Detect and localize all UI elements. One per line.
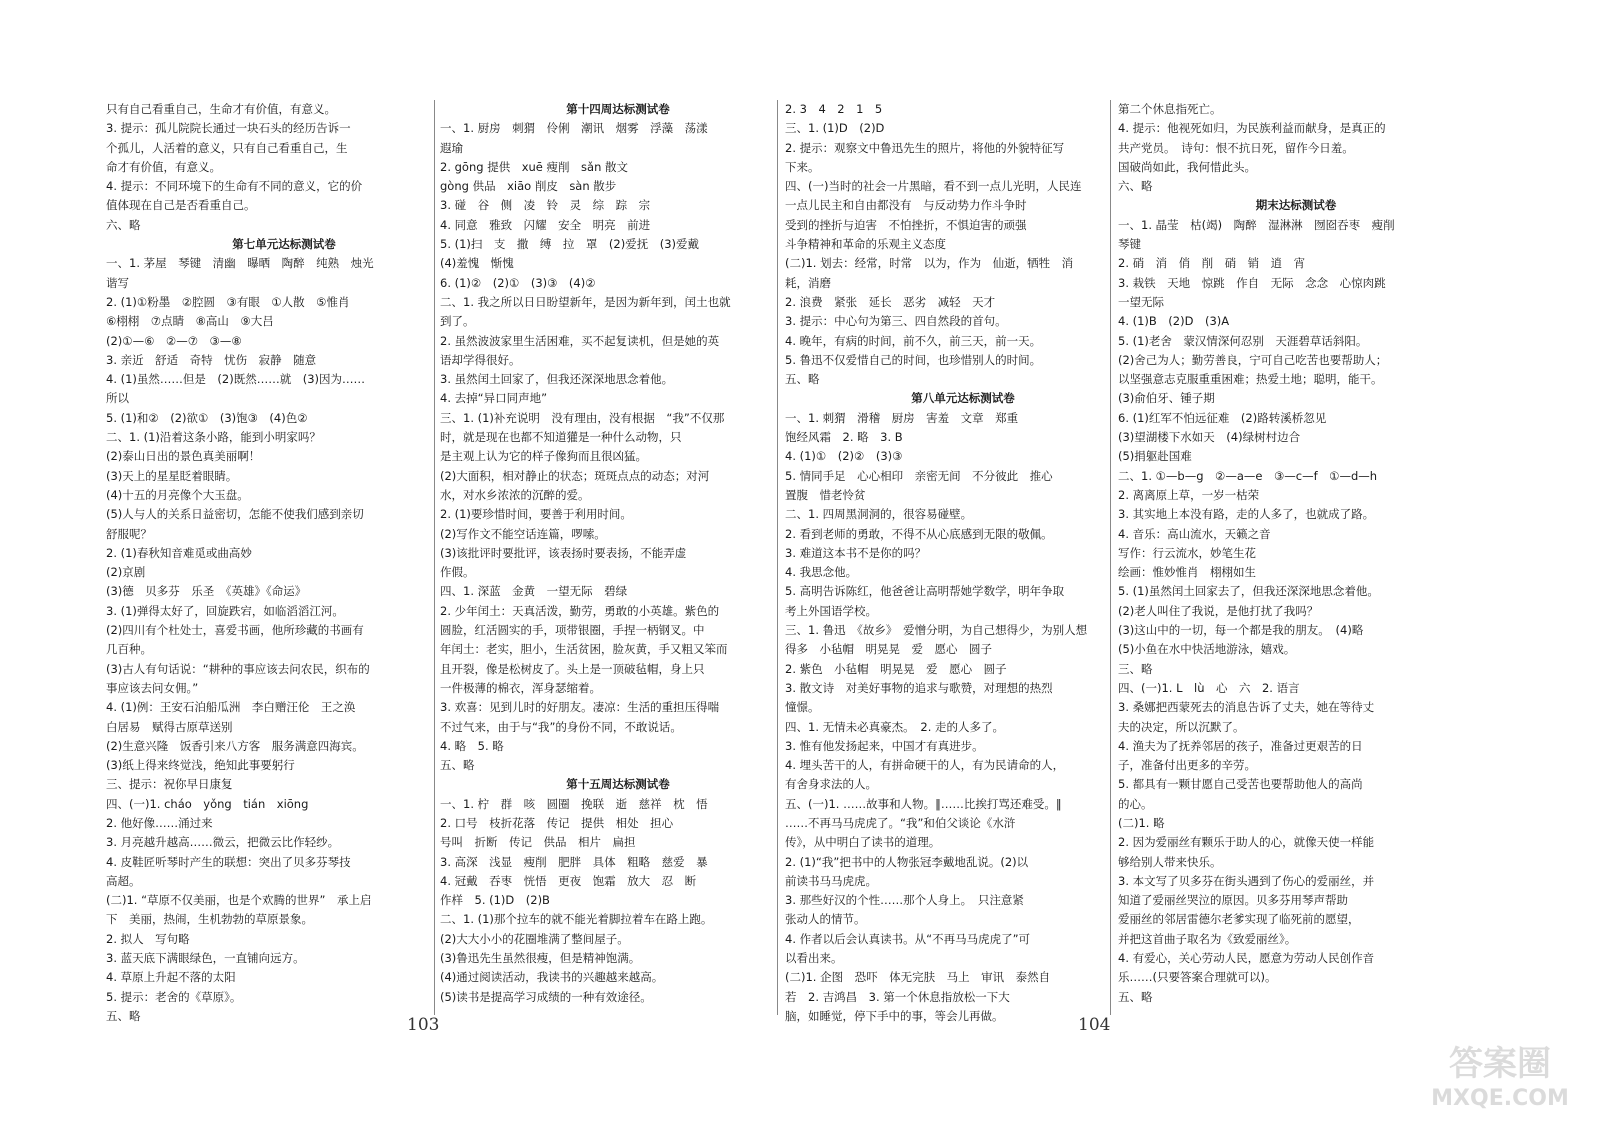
answer-line: 事应该去问女佣。” [106, 680, 199, 695]
answer-line: 4. 作者以后会认真读书。从“不再马马虎虎了”可 [785, 931, 1031, 946]
answer-line: 命才有价值，有意义。 [106, 159, 221, 174]
answer-line: 4. 提示：他视死如归，为民族利益而献身，是真正的 [1118, 121, 1386, 136]
answer-line: 2. gōng 提供 xuē 瘦削 sǎn 散文 [440, 159, 629, 174]
answer-line: 够给别人带来快乐。 [1118, 854, 1222, 869]
answer-line: 四、1. 深蓝 金黄 一望无际 碧绿 [440, 584, 628, 599]
answer-line: 2. (1)春秋知音难觅或曲高妙 [106, 545, 252, 560]
answer-line: 2. 离离原上草，一岁一枯荣 [1118, 487, 1260, 502]
answer-line: (4)羞愧 惭愧 [440, 256, 514, 271]
page-number-right: 104 [1078, 1015, 1111, 1035]
section-title: 第十四周达标测试卷 [566, 102, 670, 116]
answer-line: 六、略 [1118, 179, 1153, 194]
answer-line: 受到的挫折与迫害 不怕挫折，不惧迫害的顽强 [785, 217, 1027, 232]
answer-line: (2)大面积，相对静止的状态；斑斑点点的动态；对河 [440, 468, 710, 483]
answer-line: 4. 略 5. 略 [440, 738, 504, 753]
answer-line: 乐……(只要答案合理就可以)。 [1118, 970, 1277, 985]
answer-line: 号叫 折断 传记 供品 相片 扁担 [440, 835, 636, 850]
answer-line: 三、略 [1118, 661, 1153, 676]
answer-line: 3. 月亮越升越高……微云，把微云比作轻纱。 [106, 835, 340, 850]
answer-line: 4. 晚年，有病的时间，前不久，前三天，前一天。 [785, 333, 1042, 348]
answer-line: 五、略 [785, 372, 820, 387]
answer-line: 共产党员。 诗句：恨不抗日死，留作今日羞。 [1118, 140, 1354, 155]
answer-line: 5. (1)扫 支 撒 缚 拉 罩 (2)爱抚 (3)爱戴 [440, 237, 699, 252]
answer-line: (3)该批评时要批评，该表扬时要表扬，不能弄虚 [440, 545, 687, 560]
answer-line: 不过气来，由于与“我”的身份不同，不敢说话。 [440, 719, 682, 734]
watermark-logo [1420, 1035, 1580, 1113]
answer-line: 第二个休息指死亡。 [1118, 102, 1222, 116]
answer-line: (3)德 贝多芬 乐圣 《英雄》《命运》 [106, 584, 307, 599]
answer-line: 3. 本文写了贝多芬在街头遇到了伤心的爱丽丝，并 [1118, 873, 1375, 888]
answer-line: 5. (1)虽然闰土回家去了，但我还深深地思念着他。 [1118, 584, 1379, 599]
answer-line: 年闰土：老实，胆小，生活贫困，脸灰黄，手又粗又笨而 [440, 642, 728, 657]
answer-line: 3. 散文诗 对美好事物的追求与歌赞，对理想的热烈 [785, 680, 1053, 695]
answer-line: 4. 音乐：高山流水，天籁之音 [1118, 526, 1271, 541]
answer-line: 三、1. 鲁迅 《故乡》 爱憎分明，为自己想得少，为别人想 [785, 623, 1088, 638]
answer-line: 三、1. (1)补充说明 没有理由，没有根据 “我”不仅那 [440, 410, 725, 425]
answer-line: 2. 虽然波波家里生活困难，买不起复读机，但是她的英 [440, 333, 720, 348]
answer-line: 舒服呢？ [106, 526, 152, 541]
answer-line: 夫的决定，所以沉默了。 [1118, 719, 1245, 734]
answer-line: 语却学得很好。 [440, 352, 521, 367]
answer-line: 6. (1)红军不怕远征难 (2)路转溪桥忽见 [1118, 410, 1327, 425]
answer-line: 五、略 [1118, 989, 1153, 1004]
answer-line: 3. 蓝天底下满眼绿色，一直铺向远方。 [106, 951, 305, 966]
answer-line: 前读书马马虎虎。 [785, 873, 877, 888]
answer-line: 3. 提示：孤儿院院长通过一块石头的经历告诉一 [106, 121, 351, 136]
answer-column-3 [785, 100, 1101, 1026]
answer-line: (5)人与人的关系日益密切，怎能不使我们感到亲切 [106, 507, 364, 522]
answer-line: 下 美丽，热闹，生机勃勃的草原景象。 [106, 912, 313, 927]
answer-line: (2)老人叫住了我说，是他打扰了我吗？ [1118, 603, 1319, 618]
answer-line: 水，对水乡浓浓的沉醉的爱。 [440, 487, 590, 502]
answer-line: 4. 有爱心，关心劳动人民，愿意为劳动人民创作音 [1118, 951, 1375, 966]
answer-line: 值体现在自己是否看重自己。 [106, 198, 256, 213]
answer-line: 2. 3 4 2 1 5 [785, 102, 883, 116]
answer-line: (2)写作文不能空话连篇，啰嗦。 [440, 526, 606, 541]
answer-line: 四、(一)1. L lù 心 六 2. 语言 [1118, 680, 1300, 695]
answer-line: 二、1. 我之所以日日盼望新年，是因为新年到，闰土也就 [440, 294, 731, 309]
answer-line: 国破尚如此，我何惜此头。 [1118, 159, 1256, 174]
answer-line: (二)1. 划去：经常，时常 以为，作为 仙逝，牺牲 消 [785, 256, 1074, 271]
answer-line: 2. (1)“我”把书中的人物张冠李戴地乱说。(2)以 [785, 854, 1029, 869]
answer-line: 2. 硝 消 俏 削 硝 销 逍 宵 [1118, 256, 1306, 271]
answer-line: (3)望湖楼下水如天 (4)绿树村边合 [1118, 430, 1301, 445]
answer-line: 4. 草原上升起不落的太阳 [106, 970, 236, 985]
answer-line: 一望无际 [1118, 294, 1164, 309]
answer-line: 二、1. ①—b—g ②—a—e ③—c—f ①—d—h [1118, 468, 1378, 483]
answer-line: (4)通过阅读活动，我读书的兴趣越来越高。 [440, 970, 664, 985]
answer-line: 4. 同意 雅致 闪耀 安全 明亮 前进 [440, 217, 651, 232]
answer-line: 三、提示：祝你早日康复 [106, 777, 233, 792]
answer-line: 一点儿民主和自由都没有 与反动势力作斗争时 [785, 198, 1027, 213]
answer-line: 5. (1)和② (2)欲① (3)饱③ (4)色② [106, 410, 308, 425]
answer-line: 白居易 赋得古原草送别 [106, 719, 233, 734]
answer-line: 4. 去掉“异口同声地” [440, 391, 548, 406]
watermark-cn: 答案圈 [1449, 1044, 1551, 1084]
answer-line: (二)1. 略 [1118, 815, 1165, 830]
answer-line: (2)舍己为人；勤劳善良，宁可自己吃苦也要帮助人； [1118, 352, 1388, 367]
answer-line: 4. (1)① (2)② (3)③ [785, 449, 903, 464]
answer-line: 二、1. (1)沿着这条小路，能到小明家吗？ [106, 430, 321, 445]
answer-line: 3. 惟有他发扬起来，中国才有真进步。 [785, 738, 984, 753]
answer-line: 五、略 [440, 758, 475, 773]
answer-line: 写作：行云流水，妙笔生花 [1118, 545, 1256, 560]
answer-line: (二)1. “草原不仅美丽，也是个欢腾的世界” 承上启 [106, 893, 372, 908]
answer-line: 琴键 [1118, 237, 1141, 252]
answer-line: (2)大大小小的花圈堆满了整间屋子。 [440, 931, 629, 946]
answer-line: 5. 情同手足 心心相印 亲密无间 不分彼此 推心 [785, 468, 1053, 483]
answer-line: 四、(一)1. cháo yǒng tián xiōng [106, 796, 309, 811]
column-divider [1110, 100, 1111, 1015]
answer-column-4 [1118, 100, 1434, 1007]
answer-line: 3. 碰 谷 侧 凌 铃 灵 综 踪 宗 [440, 198, 651, 213]
answer-line: 一、1. 晶莹 枯(竭) 陶醉 湿淋淋 囫囵吞枣 瘦削 [1118, 217, 1395, 232]
answer-line: 2. 口号 枝折花落 传记 提供 相处 担心 [440, 815, 674, 830]
answer-line: 一件极薄的棉衣，浑身瑟缩着。 [440, 680, 601, 695]
answer-line: (2)①—⑥ ②—⑦ ③—⑧ [106, 333, 242, 348]
answer-line: (4)十五的月亮像个大玉盘。 [106, 487, 249, 502]
answer-line: 得多 小毡帽 明晃晃 爱 愿心 圆子 [785, 642, 992, 657]
answer-line: 3. 那些好汉的个性……那个人身上。 只注意紧 [785, 893, 1024, 908]
section-title: 期末达标测试卷 [1255, 198, 1337, 213]
answer-line: 脑，如睡觉，停下手中的事，等会儿再做。 [785, 1008, 1004, 1023]
answer-line: 有舍身求法的人。 [785, 777, 877, 792]
answer-line: (3)这山中的一切，每一个都是我的朋友。 (4)略 [1118, 623, 1364, 638]
answer-line: 耗，消磨 [785, 275, 831, 290]
answer-line: 几百种。 [106, 642, 152, 657]
answer-line: ……不再马马虎虎了。“我”和伯父谈论《水浒 [785, 815, 1016, 830]
answer-line: 考上外国语学校。 [785, 603, 877, 618]
answer-line: 4. (1)虽然……但是 (2)既然……就 (3)因为…… [106, 372, 365, 387]
answer-line: ⑥栩栩 ⑦点睛 ⑧高山 ⑨大吕 [106, 314, 274, 329]
answer-line: (2)生意兴隆 饭香引来八方客 服务满意四海宾。 [106, 738, 364, 753]
answer-line: 4. 提示：不同环境下的生命有不同的意义，它的价 [106, 179, 363, 194]
answer-line: 3. 其实地上本没有路，走的人多了，也就成了路。 [1118, 507, 1375, 522]
watermark-en: MXQE.COM [1431, 1086, 1569, 1111]
answer-line: 2. 拟人 写句略 [106, 931, 190, 946]
answer-line: (3)鲁迅先生虽然很瘦，但是精神饱满。 [440, 951, 641, 966]
answer-line: 2. 他好像……涌过来 [106, 815, 213, 830]
answer-line: 四、(一)当时的社会一片黑暗，看不到一点儿光明，人民连 [785, 179, 1082, 194]
answer-line: (5)捐躯赴国难 [1118, 449, 1192, 464]
answer-line: 置腹 惜老怜贫 [785, 487, 866, 502]
answer-line: 的心。 [1118, 796, 1153, 811]
answer-line: 3. 桑娜把西蒙死去的消息告诉了丈夫，她在等待丈 [1118, 700, 1375, 715]
answer-line: 4. 我思念他。 [785, 565, 858, 580]
answer-line: 4. 埋头苦干的人，有拼命硬干的人，有为民请命的人， [785, 758, 1065, 773]
answer-line: 二、1. (1)那个拉车的就不能光着脚拉着车在路上跑。 [440, 912, 713, 927]
answer-line: 以看出来。 [785, 951, 843, 966]
answer-line: 下来。 [785, 159, 820, 174]
answer-line: 2. 少年闰土：天真活泼，勤劳，勇敢的小英雄。紫色的 [440, 603, 720, 618]
answer-line: (2)泰山日出的景色真美丽啊！ [106, 449, 261, 464]
answer-line: 四、1. 无情未必真豪杰。 2. 走的人多了。 [785, 719, 1005, 734]
answer-line: 所以 [106, 391, 129, 406]
answer-line: (2)四川有个杜处士，喜爱书画，他所珍藏的书画有 [106, 623, 364, 638]
answer-line: 3. 欢喜：见到儿时的好朋友。凄凉：生活的重担压得喘 [440, 700, 720, 715]
answer-line: 时，就是现在也都不知道獾是一种什么动物，只 [440, 430, 682, 445]
answer-line: 2. 紫色 小毡帽 明晃晃 爱 愿心 圆子 [785, 661, 1007, 676]
answer-line: (3)古人有句话说：“耕种的事应该去问农民，织布的 [106, 661, 370, 676]
answer-line: 2. 浪费 紧张 延长 恶劣 减轻 天才 [785, 294, 996, 309]
answer-line: 4. (1)B (2)D (3)A [1118, 314, 1230, 329]
page-number-left: 103 [407, 1015, 440, 1035]
section-title: 第七单元达标测试卷 [232, 237, 336, 252]
answer-line: 6. (1)② (2)① (3)③ (4)② [440, 275, 596, 290]
answer-line: (2)京剧 [106, 565, 146, 580]
answer-line: 5. (1)老舍 蒙汉情深何忍别 天涯碧草话斜阳。 [1118, 333, 1368, 348]
answer-line: (5)小鱼在水中快活地游泳，嬉戏。 [1118, 642, 1296, 657]
answer-line: 3. 虽然闰土回家了，但我还深深地思念着他。 [440, 372, 674, 387]
answer-line: 五、(一)1. ……故事和人物。‖……比挨打骂还难受。‖ [785, 796, 1062, 811]
answer-line: 一、1. 茅屋 琴键 清幽 曝晒 陶醉 纯熟 烛光 [106, 256, 374, 271]
answer-line: 3. 亲近 舒适 奇特 忧伤 寂静 随意 [106, 352, 317, 367]
answer-line: 高超。 [106, 873, 141, 888]
answer-line: 知道了爱丽丝哭泣的原因。贝多芬用琴声帮助 [1118, 893, 1348, 908]
answer-line: 2. (1)要珍惜时间，要善于利用时间。 [440, 507, 632, 522]
answer-line: 3. 提示：中心句为第三、四自然段的首句。 [785, 314, 1007, 329]
answer-line: 是主观上认为它的样子像狗而且很凶猛。 [440, 449, 647, 464]
answer-line: 3. (1)弹得太好了，回旋跌宕，如临滔滔江河。 [106, 603, 344, 618]
answer-line: 憧憬。 [785, 700, 820, 715]
answer-line: 2. 因为爱丽丝有颗乐于助人的心，就像天使一样能 [1118, 835, 1375, 850]
answer-line: (3)纸上得来终觉浅，绝知此事要躬行 [106, 758, 295, 773]
column-divider [434, 100, 435, 1015]
answer-line: 若 2. 吉鸿昌 3. 第一个休息指放松一下大 [785, 989, 1010, 1004]
answer-line: 二、1. 四周黑洞洞的，很容易碰壁。 [785, 507, 973, 522]
answer-line: 六、略 [106, 217, 141, 232]
answer-line: 一、1. 柠 群 咳 圆圈 挽联 逝 慈祥 枕 悟 [440, 796, 708, 811]
section-title: 第十五周达标测试卷 [566, 777, 670, 792]
answer-line: 4. 皮鞋匠听琴时产生的联想：突出了贝多芬琴技 [106, 854, 351, 869]
answer-line: 张动人的情节。 [785, 912, 866, 927]
answer-line: 5. 鲁迅不仅爱惜自己的时间，也珍惜别人的时间。 [785, 352, 1042, 367]
answer-line: 到了。 [440, 314, 475, 329]
answer-line: 4. 渔夫为了抚养邻居的孩子，准备过更艰苦的日 [1118, 738, 1363, 753]
answer-line: (3)俞伯牙、锺子期 [1118, 391, 1215, 406]
answer-line: 2. (1)①粉墨 ②腔圆 ③有眼 ①人散 ⑤惟肖 [106, 294, 350, 309]
answer-line: 5. 提示：老舍的《草原》。 [106, 989, 242, 1004]
answer-line: gòng 供品 xiāo 削皮 sàn 散步 [440, 179, 617, 194]
answer-line: 作假。 [440, 565, 475, 580]
answer-line: 并把这首曲子取名为《致爱丽丝》。 [1118, 931, 1297, 946]
answer-line: 3. 难道这本书不是你的吗？ [785, 545, 927, 560]
answer-line: 2. 提示：观察文中鲁迅先生的照片，将他的外貌特征写 [785, 140, 1065, 155]
answer-line: 3. 栽铁 天地 惊跳 作自 无际 念念 心惊肉跳 [1118, 275, 1386, 290]
answer-line: 个孤儿，人活着的意义，只有自己看重自己，生 [106, 140, 348, 155]
answer-line: (二)1. 企图 恐吓 体无完肤 马上 审讯 泰然自 [785, 970, 1051, 985]
answer-line: 谐写 [106, 275, 129, 290]
answer-line: 五、略 [106, 1008, 141, 1023]
answer-line: 只有自己看重自己，生命才有价值，有意义。 [106, 102, 336, 116]
answer-line: (3)天上的星星眨着眼睛。 [106, 468, 238, 483]
answer-line: (5)读书是提高学习成绩的一种有效途径。 [440, 989, 652, 1004]
answer-line: 3. 高深 浅显 瘦削 肥胖 具体 粗略 慈爱 暴 [440, 854, 708, 869]
answer-line: 以坚强意志克服重重困难；热爱土地；聪明，能干。 [1118, 372, 1383, 387]
answer-line: 三、1. (1)D (2)D [785, 121, 885, 136]
answer-column-2 [440, 100, 756, 1007]
answer-line: 2. 看到老师的勇敢，不得不从心底感到无限的敬佩。 [785, 526, 1053, 541]
answer-line: 传》，从中明白了读书的道理。 [785, 835, 941, 850]
answer-line: 且开裂，像是松树皮了。头上是一顶破毡帽，身上只 [440, 661, 705, 676]
answer-line: 子，准备付出更多的辛劳。 [1118, 758, 1256, 773]
answer-line: 一、1. 厨房 刺猬 伶俐 潮讯 烟雾 浮藻 荡漾 [440, 121, 708, 136]
answer-line: 圆脸，红活圆实的手，项带银圈，手捏一柄钢叉。中 [440, 623, 705, 638]
answer-line: 一、1. 刺猬 滑稽 厨房 害羞 文章 郑重 [785, 410, 1019, 425]
section-title: 第八单元达标测试卷 [911, 391, 1015, 406]
answer-line: 绘画：惟妙惟肖 栩栩如生 [1118, 565, 1256, 580]
answer-line: 爱丽丝的邻居雷德尔老爹实现了临死前的愿望， [1118, 912, 1360, 927]
answer-line: 4. 冠戴 吞枣 恍悟 更夜 饱霜 放大 忍 断 [440, 873, 697, 888]
answer-line: 斗争精神和革命的乐观主义态度 [785, 237, 946, 252]
answer-line: 5. 高明告诉陈红，他爸爸让高明帮她学数学，明年争取 [785, 584, 1065, 599]
answer-column-1 [106, 100, 422, 1026]
answer-line: 4. (1)例：王安石泊船瓜洲 李白赠汪伦 王之涣 [106, 700, 356, 715]
answer-line: 遐瑜 [440, 140, 463, 155]
answer-line: 作样 5. (1)D (2)B [440, 893, 550, 908]
answer-line: 饱经风霜 2. 略 3. B [785, 430, 903, 445]
column-divider [777, 100, 778, 1015]
answer-line: 5. 都具有一颗甘愿自己受苦也要帮助他人的高尚 [1118, 777, 1363, 792]
